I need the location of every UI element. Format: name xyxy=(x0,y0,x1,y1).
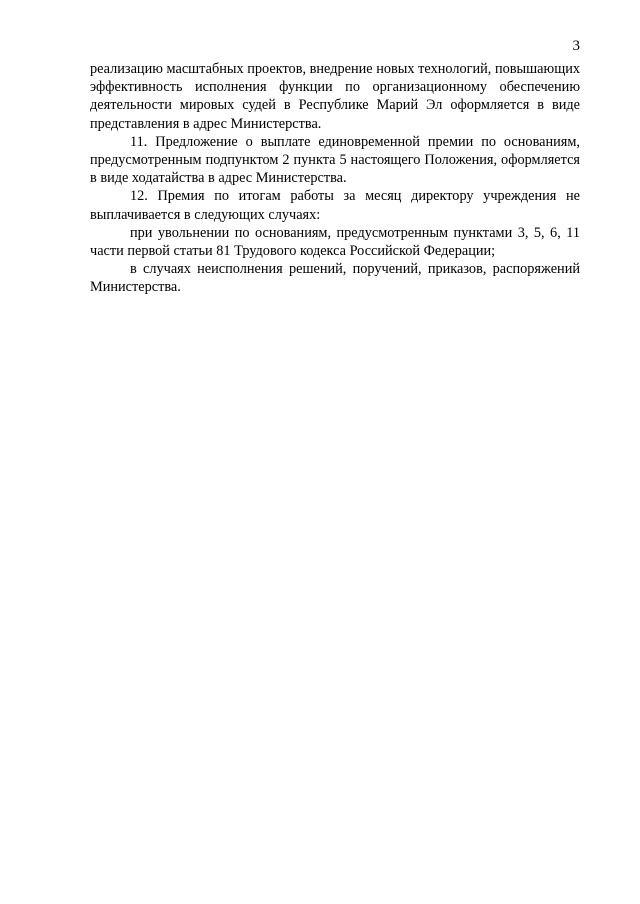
document-body xyxy=(90,60,580,297)
page-number: 3 xyxy=(572,38,580,54)
paragraph-12-case-dismissal: при увольнении по основаниям, предусмотренным пунктами 3, 5, 6, 11 части первой статьи 81 Трудового кодекса Российской Федерации; xyxy=(90,224,580,260)
paragraph-11: 11. Предложение о выплате единовременной премии по основаниям, предусмотренным подпунктом 2 пункта 5 настоящего Положения, оформляется в виде ходатайства в адрес Министерства. xyxy=(90,133,580,187)
paragraph-continuation: реализацию масштабных проектов, внедрение новых технологий, повышающих эффективность исполнения функции по организационному обеспечению деятельности мировых судей в Республике Марий Эл оформляется в виде представления в адрес Министерства. xyxy=(90,61,580,132)
paragraph-12: 12. Премия по итогам работы за месяц директору учреждения не выплачивается в следующих случаях: xyxy=(90,188,580,223)
paragraph-12-case-noncompliance: в случаях неисполнения решений, поручений, приказов, распоряжений Министерства. xyxy=(90,261,580,296)
